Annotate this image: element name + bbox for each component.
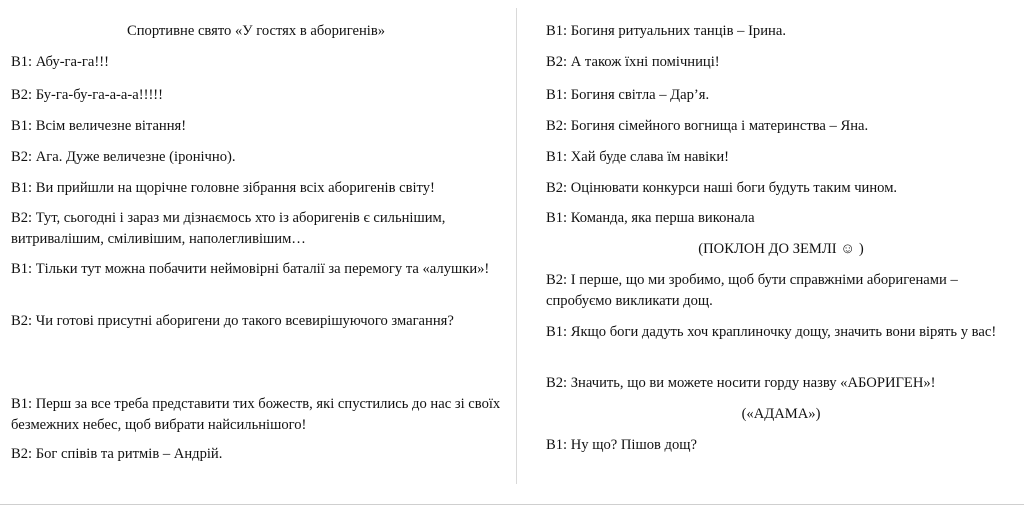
document-title: Спортивне свято «У гостях в аборигенів» — [126, 23, 386, 39]
dialogue-line: В1: Ви прийшли на щорічне головне зібрання всіх аборигенів світу! — [11, 180, 435, 196]
dialogue-line: В2: Богиня сімейного вогнища і материнства – Яна. — [546, 118, 869, 134]
column-divider — [516, 8, 517, 484]
dialogue-line: В2: А також їхні помічниці! — [546, 54, 720, 70]
dialogue-line: В1: Хай буде слава їм навіки! — [546, 149, 729, 165]
dialogue-line: В1: Тільки тут можна побачити неймовірні баталії за перемогу та «алушки»! — [11, 261, 490, 277]
dialogue-line: В1: Богиня ритуальних танців – Ірина. — [546, 23, 786, 39]
dialogue-line: В2: Тут, сьогодні і зараз ми дізнаємось хто із аборигенів є сильнішим, витривалішим, сміливішим, наполегливішим… — [11, 210, 446, 247]
stage-direction: (ПОКЛОН ДО ЗЕМЛІ ☺ ) — [698, 241, 864, 257]
dialogue-line: В2: І перше, що ми зробимо, щоб бути справжніми аборигенами – спробуємо викликати дощ. — [546, 272, 958, 309]
dialogue-line: В1: Абу-га-га!!! — [11, 54, 109, 70]
dialogue-line: В2: Значить, що ви можете носити горду назву «АБОРИГЕН»! — [546, 375, 936, 391]
dialogue-line: В1: Богиня світла – Дар’я. — [546, 87, 710, 103]
dialogue-line: В1: Ну що? Пішов дощ? — [546, 437, 697, 453]
dialogue-line: В1: Команда, яка перша виконала — [546, 210, 755, 226]
dialogue-line: В1: Якщо боги дадуть хоч краплиночку дощу, значить вони вірять у вас! — [546, 324, 997, 340]
dialogue-line: В2: Бог співів та ритмів – Андрій. — [11, 446, 223, 462]
stage-direction: («АДАМА») — [741, 406, 821, 422]
dialogue-line: В2: Ага. Дуже величезне (іронічно). — [11, 149, 236, 165]
dialogue-line: В1: Перш за все треба представити тих божеств, які спустились до нас зі своїх безмежних небес, щоб вибрати найсильнішого! — [11, 396, 501, 433]
dialogue-line: В1: Всім величезне вітання! — [11, 118, 187, 134]
dialogue-line: В2: Бу-га-бу-га-а-а-а!!!!! — [11, 87, 164, 103]
page-bottom-edge — [0, 504, 1024, 505]
dialogue-line: В2: Оцінювати конкурси наші боги будуть таким чином. — [546, 180, 898, 196]
dialogue-line: В2: Чи готові присутні аборигени до такого всевирішуючого змагання? — [11, 313, 454, 329]
